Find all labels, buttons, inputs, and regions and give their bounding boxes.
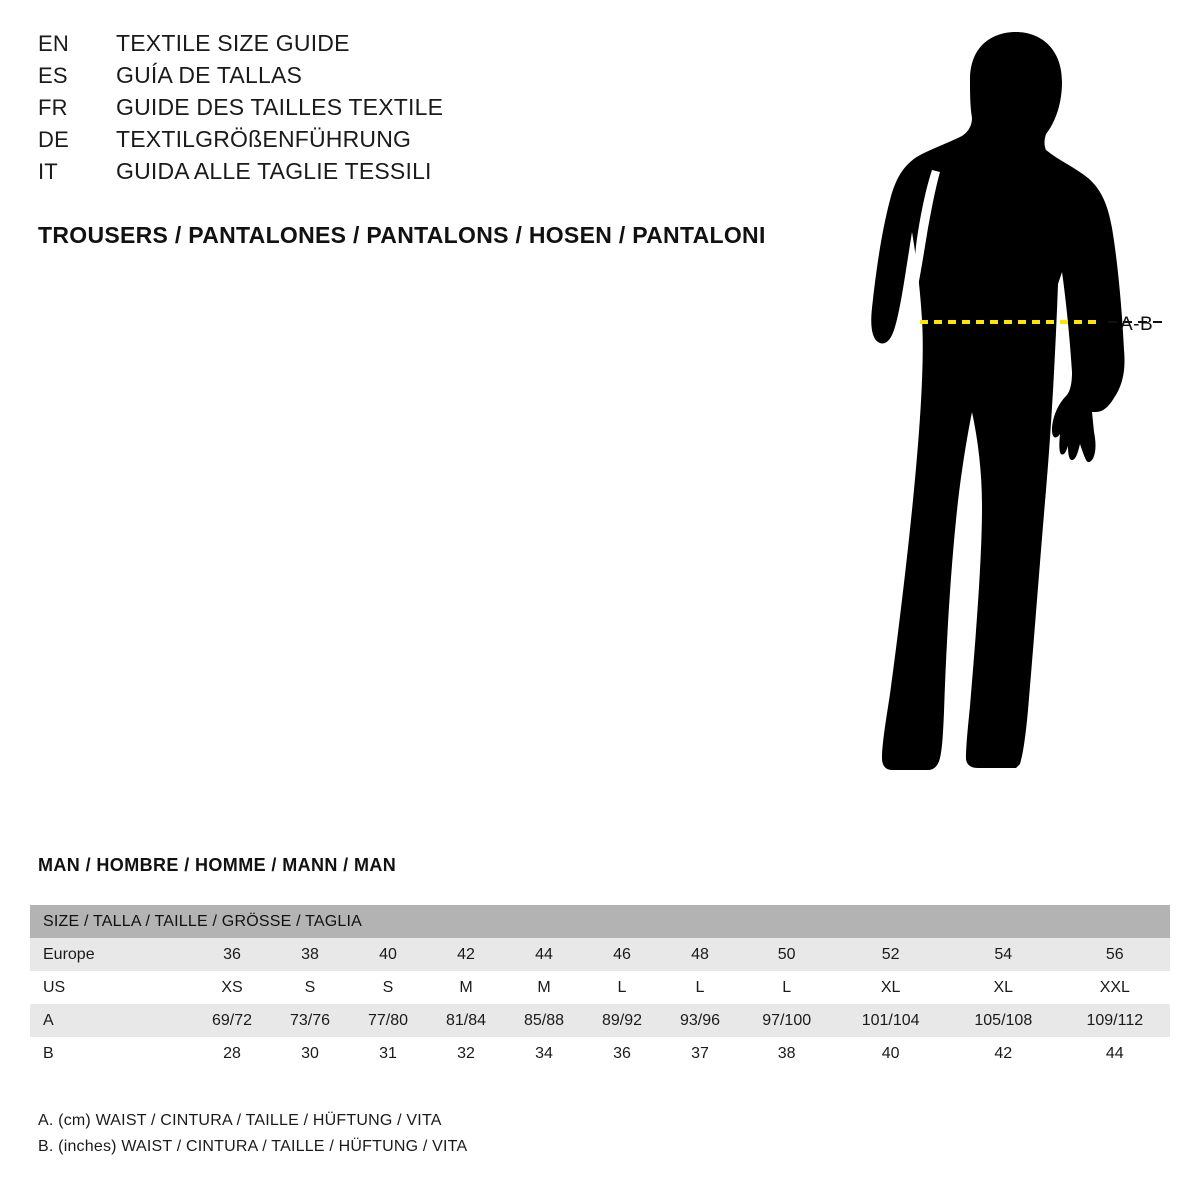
cell-europe-4: 44 (535, 945, 553, 963)
cell-a-6: 93/96 (679, 1011, 721, 1029)
cell-europe-8: 52 (881, 945, 900, 963)
table-row (30, 1004, 1170, 1037)
cell-us-5: L (617, 978, 627, 996)
language-code-fr: FR (38, 95, 68, 120)
table-header-label: SIZE / TALLA / TAILLE / GRÖSSE / TAGLIA (43, 912, 363, 930)
cell-a-0: 69/72 (211, 1011, 253, 1029)
male-silhouette-figure (820, 20, 1200, 810)
table-section-title: MAN / HOMBRE / HOMME / MANN / MAN (38, 855, 397, 875)
language-row-it (38, 158, 798, 190)
language-text-en: TEXTILE SIZE GUIDE (116, 30, 350, 56)
table-header-row (30, 905, 1170, 938)
cell-b-6: 37 (691, 1044, 709, 1062)
cell-b-2: 31 (379, 1044, 397, 1062)
language-row-de (38, 126, 798, 158)
table-row (30, 971, 1170, 1004)
cell-europe-9: 54 (994, 945, 1013, 963)
cell-europe-10: 56 (1105, 945, 1124, 963)
language-code-es: ES (38, 63, 68, 88)
cell-us-2: S (382, 978, 394, 996)
cell-us-3: M (459, 978, 473, 996)
cell-b-10: 44 (1105, 1044, 1124, 1062)
cell-europe-3: 42 (457, 945, 475, 963)
cell-europe-2: 40 (379, 945, 397, 963)
cell-us-8: XL (880, 978, 901, 996)
table-row (30, 1037, 1170, 1070)
cell-a-9: 105/108 (974, 1011, 1033, 1029)
language-row-fr (38, 94, 798, 126)
cell-us-10: XXL (1099, 978, 1130, 996)
garment-type-title: TROUSERS / PANTALONES / PANTALONS / HOSEN / PANTALONI (38, 222, 766, 248)
language-text-de: TEXTILGRÖßENFÜHRUNG (116, 126, 412, 152)
language-text-it: GUIDA ALLE TAGLIE TESSILI (116, 158, 432, 184)
cell-b-1: 30 (301, 1044, 319, 1062)
cell-us-9: XL (993, 978, 1014, 996)
cell-us-1: S (304, 978, 316, 996)
row-label-europe: Europe (43, 945, 95, 963)
cell-a-2: 77/80 (367, 1011, 409, 1029)
cell-europe-5: 46 (613, 945, 631, 963)
cell-a-1: 73/76 (289, 1011, 331, 1029)
row-label-us: US (43, 978, 66, 996)
language-text-es: GUÍA DE TALLAS (116, 62, 303, 88)
footnote-b: B. (inches) WAIST / CINTURA / TAILLE / HÜFTUNG / VITA (38, 1138, 468, 1155)
footnote-a: A. (cm) WAIST / CINTURA / TAILLE / HÜFTUNG / VITA (38, 1112, 442, 1129)
cell-a-4: 85/88 (523, 1011, 565, 1029)
language-row-es (38, 62, 798, 94)
cell-us-6: L (695, 978, 705, 996)
cell-us-7: L (782, 978, 792, 996)
cell-a-3: 81/84 (445, 1011, 487, 1029)
cell-b-0: 28 (223, 1044, 241, 1062)
cell-a-8: 101/104 (861, 1011, 920, 1029)
footnotes (38, 1108, 467, 1160)
row-label-b: B (43, 1044, 54, 1062)
cell-a-10: 109/112 (1086, 1011, 1144, 1029)
cell-b-9: 42 (994, 1044, 1013, 1062)
cell-europe-0: 36 (223, 945, 241, 963)
language-code-it: IT (38, 159, 58, 184)
cell-europe-1: 38 (301, 945, 319, 963)
language-row-en (38, 30, 798, 62)
cell-us-4: M (537, 978, 551, 996)
row-label-a: A (43, 1011, 54, 1029)
cell-us-0: XS (221, 978, 243, 996)
language-text-fr: GUIDE DES TAILLES TEXTILE (116, 94, 444, 120)
cell-b-8: 40 (881, 1044, 900, 1062)
cell-a-7: 97/100 (762, 1011, 812, 1029)
language-code-de: DE (38, 127, 69, 152)
cell-b-7: 38 (777, 1044, 796, 1062)
cell-europe-7: 50 (777, 945, 796, 963)
cell-b-5: 36 (613, 1044, 631, 1062)
size-table (30, 905, 1170, 1070)
cell-b-3: 32 (457, 1044, 475, 1062)
cell-europe-6: 48 (691, 945, 709, 963)
measurement-label-ab: A-B (1120, 314, 1154, 335)
cell-a-5: 89/92 (601, 1011, 643, 1029)
table-row (30, 938, 1170, 971)
language-title-block (38, 30, 798, 190)
language-code-en: EN (38, 31, 69, 56)
cell-b-4: 34 (535, 1044, 553, 1062)
